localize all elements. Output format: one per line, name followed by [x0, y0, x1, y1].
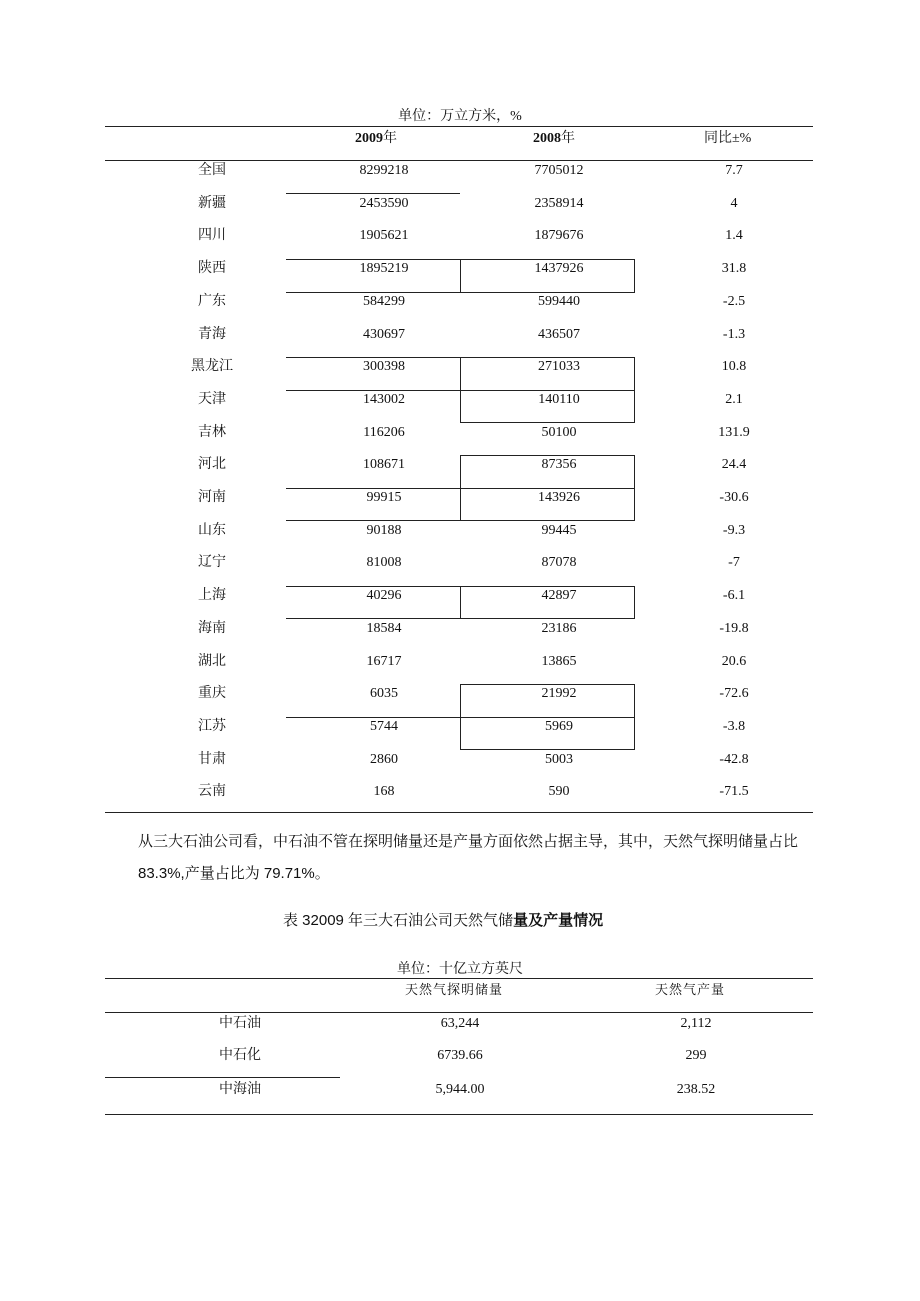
yoy-cell: 7.7: [725, 163, 743, 178]
region-cell: 云南: [198, 784, 226, 799]
table1-frame-line: [286, 390, 635, 391]
region-cell: 全国: [198, 163, 226, 178]
value-2009-cell: 168: [373, 784, 395, 799]
value-2008-cell: 87356: [541, 457, 577, 472]
yoy-cell: 131.9: [718, 425, 750, 440]
value-2009-cell: 99915: [366, 490, 402, 505]
table2-header-rule: [105, 1012, 813, 1013]
value-2009-cell: 1895219: [359, 261, 409, 276]
region-cell: 辽宁: [198, 555, 226, 570]
table1-header-rule: [105, 160, 813, 161]
value-2008-cell: 50100: [541, 425, 577, 440]
region-cell: 广东: [198, 294, 226, 309]
value-2009-cell: 116206: [363, 425, 405, 440]
company-cell: 中海油: [219, 1082, 261, 1097]
value-2008-cell: 21992: [541, 686, 577, 701]
value-2008-cell: 7705012: [534, 163, 584, 178]
value-2008-cell: 23186: [541, 621, 577, 636]
table1-header-yoy: 同比±%: [704, 131, 752, 146]
value-2009-cell: 5744: [370, 719, 398, 734]
region-cell: 山东: [198, 523, 226, 538]
value-2008-cell: 590: [548, 784, 570, 799]
value-2008-cell: 1437926: [534, 261, 584, 276]
value-2009-cell: 90188: [366, 523, 402, 538]
yoy-cell: -9.3: [722, 523, 746, 538]
table1-unit: 单位：万立方米，%: [398, 109, 522, 124]
table1-top-rule: [105, 126, 813, 127]
table1-header-2009: [355, 130, 397, 148]
header-2009-suffix: 年: [383, 131, 397, 146]
value-2009-cell: 143002: [363, 392, 405, 407]
table1-frame-line: [286, 193, 460, 194]
yoy-cell: 24.4: [721, 457, 747, 472]
value-2008-cell: 436507: [538, 327, 580, 342]
table1-cell-frame: [286, 586, 461, 619]
region-cell: 河南: [198, 490, 226, 505]
yoy-cell: 2.1: [725, 392, 743, 407]
yoy-cell: -19.8: [719, 621, 749, 636]
yoy-cell: -42.8: [719, 752, 749, 767]
yoy-cell: -7: [728, 555, 740, 570]
table1-cell-frame: [286, 259, 461, 293]
region-cell: 陕西: [198, 261, 226, 276]
header-2008-year: 2008: [533, 131, 561, 146]
yoy-cell: -1.3: [722, 327, 746, 342]
yoy-cell: -71.5: [719, 784, 749, 799]
value-2008-cell: 143926: [538, 490, 580, 505]
table1-cell-frame: [460, 586, 635, 619]
value-2009-cell: 40296: [366, 588, 402, 603]
region-cell: 河北: [198, 457, 226, 472]
header-2008-suffix: 年: [561, 131, 575, 146]
caption-normal: 表 32009 年三大石油公司天然气储: [283, 912, 514, 929]
value-2009-cell: 8299218: [359, 163, 409, 178]
production-cell: 299: [685, 1048, 707, 1063]
region-cell: 上海: [198, 588, 226, 603]
region-cell: 四川: [198, 228, 226, 243]
caption-bold: 量及产量情况: [513, 912, 604, 929]
table1-header-2008: [533, 130, 575, 148]
value-2008-cell: 87078: [541, 555, 577, 570]
value-2008-cell: 5969: [545, 719, 573, 734]
value-2008-cell: 2358914: [534, 196, 584, 211]
yoy-cell: 1.4: [725, 228, 743, 243]
table1-cell-frame: [286, 357, 461, 390]
table2-caption: [283, 909, 603, 930]
table2-partial-rule: [105, 1077, 340, 1078]
value-2008-cell: 42897: [541, 588, 577, 603]
value-2009-cell: 108671: [363, 457, 405, 472]
region-cell: 海南: [198, 621, 226, 636]
yoy-cell: -6.1: [722, 588, 746, 603]
region-cell: 江苏: [198, 719, 226, 734]
value-2009-cell: 430697: [363, 327, 405, 342]
value-2009-cell: 81008: [366, 555, 402, 570]
value-2009-cell: 6035: [370, 686, 398, 701]
yoy-cell: 31.8: [721, 261, 747, 276]
table1-frame-line: [286, 520, 460, 521]
value-2009-cell: 584299: [363, 294, 405, 309]
company-cell: 中石化: [219, 1048, 261, 1063]
reserves-cell: 63,244: [440, 1016, 480, 1031]
company-cell: 中石油: [219, 1016, 261, 1031]
region-cell: 新疆: [198, 196, 226, 211]
region-cell: 重庆: [198, 686, 226, 701]
region-cell: 吉林: [198, 425, 226, 440]
table2-bottom-rule: [105, 1114, 813, 1115]
table2-unit: 单位：十亿立方英尺: [397, 962, 523, 977]
value-2009-cell: 2453590: [359, 196, 409, 211]
table1-cell-frame: [460, 259, 635, 293]
table1-frame-line: [286, 717, 635, 718]
body-paragraph: 从三大石油公司看，中石油不管在探明储量还是产量方面依然占据主导，其中，天然气探明储量占比 83.3%,产量占比为 79.71%。: [138, 833, 799, 882]
value-2008-cell: 1879676: [534, 228, 584, 243]
yoy-cell: -2.5: [722, 294, 746, 309]
value-2009-cell: 16717: [366, 654, 402, 669]
yoy-cell: 20.6: [721, 654, 747, 669]
table1-bottom-rule: [105, 812, 813, 813]
header-2009-year: 2009: [355, 131, 383, 146]
reserves-cell: 5,944.00: [435, 1082, 485, 1097]
value-2009-cell: 300398: [363, 359, 405, 374]
yoy-cell: -30.6: [719, 490, 749, 505]
value-2009-cell: 18584: [366, 621, 402, 636]
yoy-cell: 10.8: [721, 359, 747, 374]
region-cell: 天津: [198, 392, 226, 407]
table1-frame-line: [286, 488, 635, 489]
region-cell: 青海: [198, 327, 226, 342]
region-cell: 甘肃: [198, 752, 226, 767]
yoy-cell: -3.8: [722, 719, 746, 734]
value-2008-cell: 5003: [545, 752, 573, 767]
value-2008-cell: 140110: [538, 392, 580, 407]
table2-header-production: 天然气产量: [655, 983, 726, 998]
region-cell: 湖北: [198, 654, 226, 669]
production-cell: 238.52: [676, 1082, 716, 1097]
value-2009-cell: 1905621: [359, 228, 409, 243]
value-2008-cell: 271033: [538, 359, 580, 374]
production-cell: 2,112: [680, 1016, 712, 1031]
value-2008-cell: 13865: [541, 654, 577, 669]
table2-header-reserves: 天然气探明储量: [405, 983, 504, 998]
table2-top-rule: [105, 978, 813, 979]
value-2008-cell: 599440: [538, 294, 580, 309]
region-cell: 黑龙江: [191, 359, 233, 374]
reserves-cell: 6739.66: [437, 1048, 483, 1063]
yoy-cell: -72.6: [719, 686, 749, 701]
value-2009-cell: 2860: [370, 752, 398, 767]
yoy-cell: 4: [730, 196, 738, 211]
value-2008-cell: 99445: [541, 523, 577, 538]
